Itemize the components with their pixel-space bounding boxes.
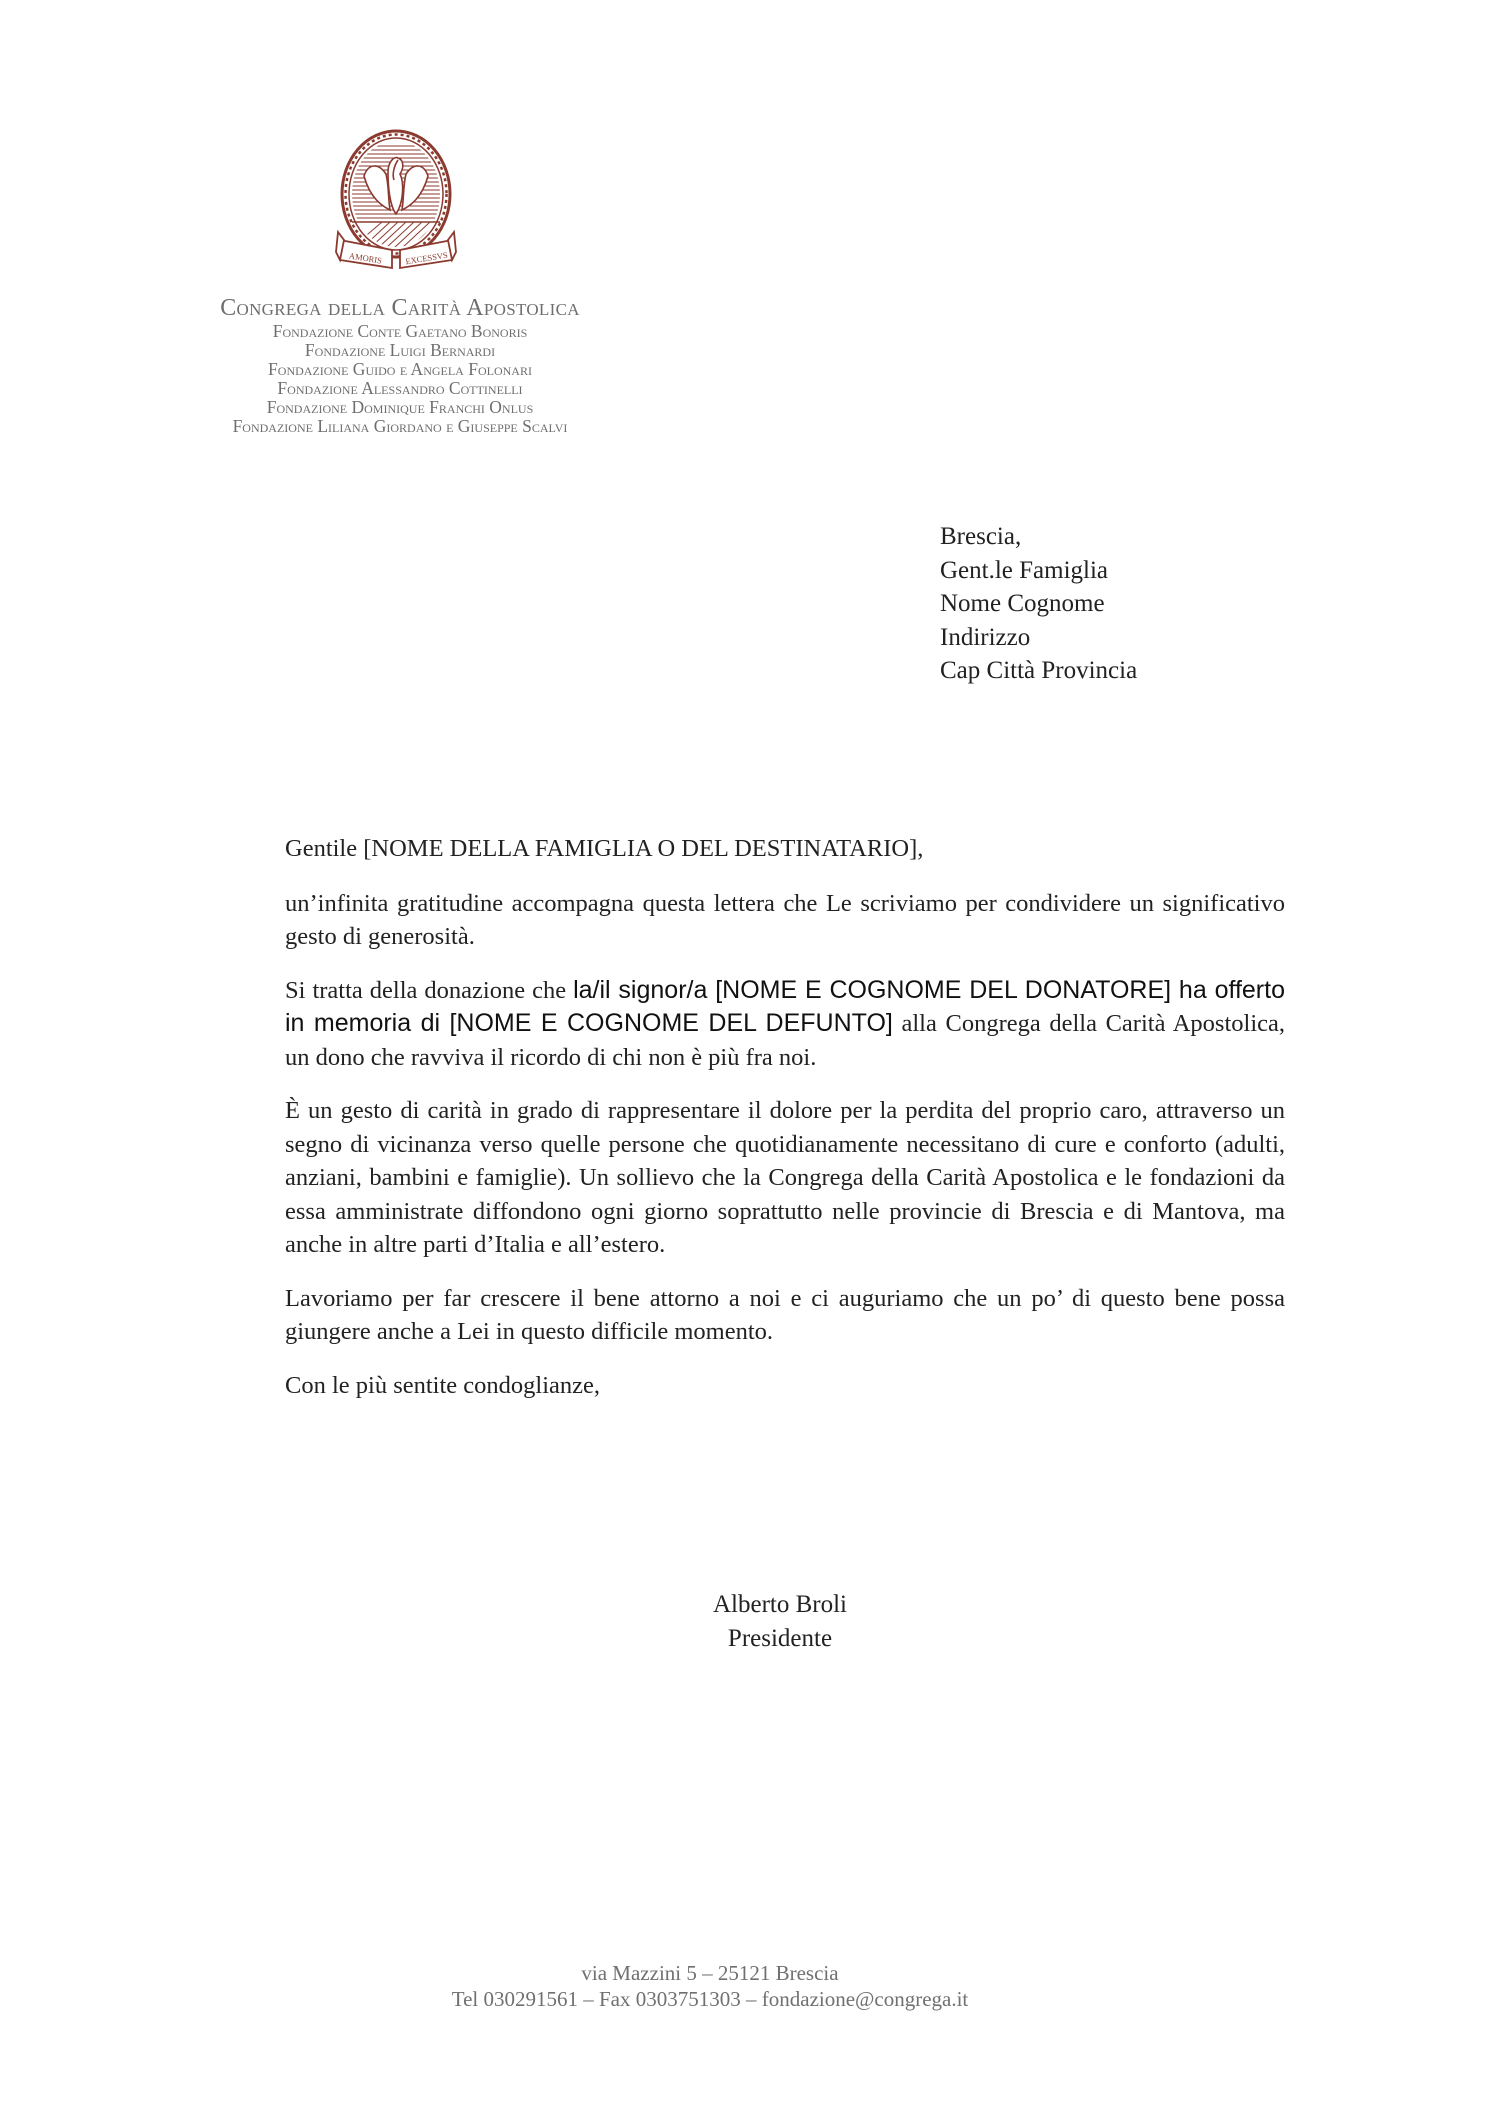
letter-body (285, 832, 1285, 1422)
paragraph: un’infinita gratitudine accompagna questa lettera che Le scriviamo per condividere un significativo gesto di generosità. (285, 889, 1285, 950)
recipient-address (940, 520, 1137, 688)
signatory-title: Presidente (727, 1624, 833, 1652)
salutation: Gentile [NOME DELLA FAMIGLIA O DEL DESTINATARIO], (285, 835, 924, 862)
footer-address: via Mazzini 5 – 25121 Brescia (581, 1961, 839, 1985)
foundation-name: Fondazione Dominique Franchi Onlus (266, 397, 534, 417)
place-date: Brescia, (940, 523, 1022, 550)
recipient-name: Nome Cognome (940, 590, 1105, 617)
paragraph-donation (285, 974, 1285, 1075)
foundation-name: Fondazione Conte Gaetano Bonoris (272, 321, 528, 341)
organization-name: Congrega della Carità Apostolica (220, 295, 580, 321)
paragraph: Lavoriamo per far crescere il bene attorno a noi e ci auguriamo che un po’ di questo bene possa giungere anche a Lei in questo difficile momento. (285, 1284, 1285, 1345)
closing: Con le più sentite condoglianze, (285, 1371, 601, 1399)
paragraph-text: alla Congrega della Carità Apostolica, un dono che ravviva il ricordo di chi non è più fra noi. (285, 1010, 1285, 1071)
donor-placeholder: la/il signor/a [NOME E COGNOME DEL DONATORE] ha offerto in memoria di [NOME E COGNOME DEL DEFUNTO] (285, 975, 1285, 1037)
foundation-name: Fondazione Alessandro Cottinelli (277, 378, 523, 398)
foundation-name: Fondazione Luigi Bernardi (304, 340, 496, 360)
motto-left: AMORIS (348, 250, 383, 266)
organization-header (150, 296, 650, 436)
paragraph: È un gesto di carità in grado di rappresentare il dolore per la perdita del proprio caro, attraverso un segno di vicinanza verso quelle persone che quotidianamente necessitano di cure e conforto (adulti, anziani, bambini e famiglie). Un sollievo che la Congrega della Carità Apostolica e le fondazioni da essa amministrate diffondono ogni giorno soprattutto nelle provincie di Brescia e di Mantova, ma anche in altre parti d’Italia e all’estero. (285, 1097, 1285, 1258)
signatory-name: Alberto Broli (712, 1591, 847, 1618)
recipient-street: Indirizzo (940, 623, 1031, 651)
foundation-name: Fondazione Liliana Giordano e Giuseppe Scalvi (232, 416, 568, 436)
paragraph-text: Si tratta della donazione che (285, 976, 574, 1004)
signature-block (640, 1588, 920, 1655)
motto-right: EXCESSVS (404, 249, 449, 267)
recipient-city: Cap Città Provincia (940, 657, 1138, 684)
pelican-crest-icon (334, 128, 458, 282)
recipient-line: Gent.le Famiglia (940, 556, 1109, 584)
foundation-name: Fondazione Guido e Angela Folonari (268, 359, 532, 379)
footer (310, 1960, 1110, 2012)
footer-contacts: Tel 030291561 – Fax 0303751303 – fondazione@congrega.it (451, 1987, 969, 2011)
